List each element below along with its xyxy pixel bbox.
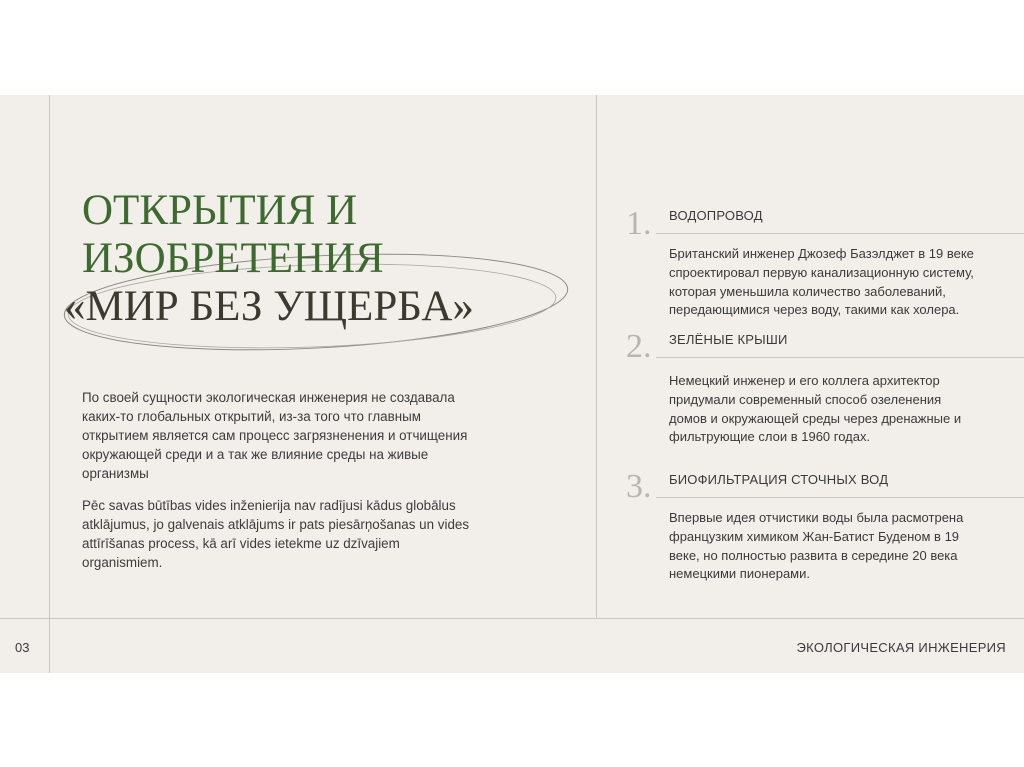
section-title-2: ЗЕЛЁНЫЕ КРЫШИ <box>669 332 788 347</box>
section-number-1: 1. <box>626 205 652 242</box>
section-title-1: ВОДОПРОВОД <box>669 208 763 223</box>
section-text-3: Впервые идея отчистики воды была расмотрена французким химиком Жан-Батист Буденом в 19 веке, но полностью развита в середине 20 века немецкими пионерами. <box>669 510 964 582</box>
title-line-3: «МИР БЕЗ УЩЕРБА» <box>64 283 474 330</box>
slide-title <box>64 187 474 331</box>
footer-label: ЭКОЛОГИЧЕСКАЯ ИНЖЕНЕРИЯ <box>796 640 1006 655</box>
section-text-1: Британский инженер Джозеф Базэлджет в 19 веке спроектировал первую канализационную систему, которая уменьшила количество заболеваний, передающимися через воду, такими как холера. <box>669 246 974 318</box>
title-line-2: ИЗОБРЕТЕНИЯ <box>82 235 384 282</box>
section-number-3: 3. <box>626 468 652 505</box>
section-rule-3 <box>656 497 1024 498</box>
paragraph-latvian: Pēc savas būtības vides inženierija nav radījusi kādus globālus atklājumus, jo galvenais atklājums ir pats piesārņošanas un vides attīrīšanas process, kā arī vides ietekme uz dzīvajiem organismiem. <box>82 498 470 570</box>
section-rule-1 <box>656 233 1024 234</box>
section-number-2: 2. <box>626 328 652 365</box>
paragraph-russian: По своей сущности экологическая инженерия не создавала каких-то глобальных открытий, из-за того что главным открытием является сам процесс загрязненения и отчищения окружающей среди и а так же влияние среды на живые организмы <box>82 390 468 481</box>
section-rule-2 <box>656 357 1024 358</box>
section-title-3: БИОФИЛЬТРАЦИЯ СТОЧНЫХ ВОД <box>669 472 889 487</box>
title-line-1: ОТКРЫТИЯ И <box>82 187 358 234</box>
slide <box>0 95 1024 673</box>
page-number: 03 <box>15 640 30 655</box>
footer-rule <box>0 618 1024 619</box>
section-text-2: Немецкий инженер и его коллега архитектор придумали современный способ озеленения домов и окружающей среды через дренажные и фильтрующие слои в 1960 годах. <box>669 373 962 445</box>
